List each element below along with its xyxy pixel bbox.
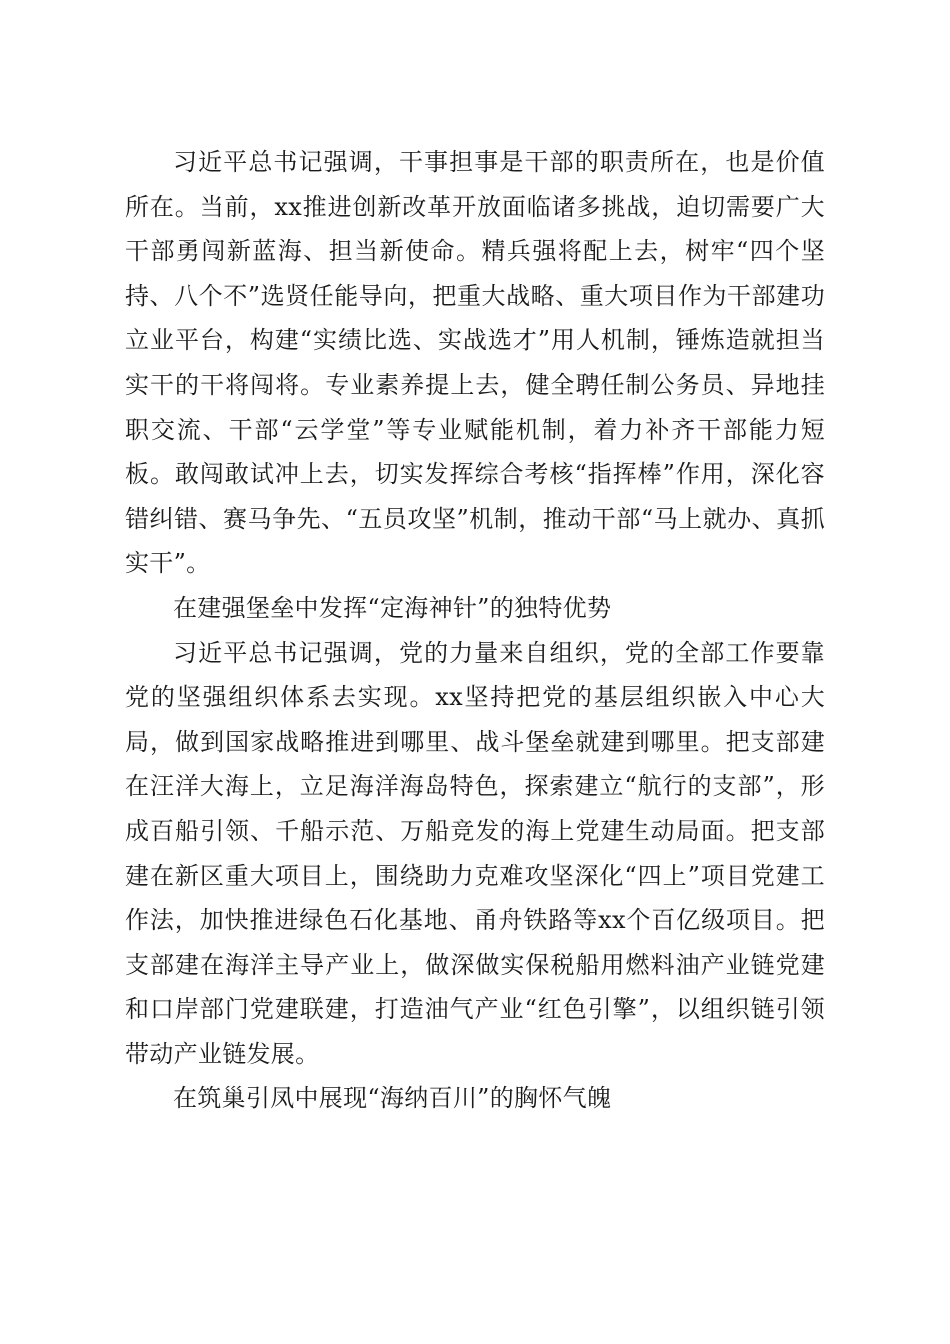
section-heading-fortress: 在建强堡垒中发挥“定海神针”的独特优势 [173, 593, 612, 622]
document-body [125, 140, 825, 1121]
paragraph-party-organization: 习近平总书记强调，党的力量来自组织，党的全部工作要靠党的坚强组织体系去实现。xx坚持把党的基层组织嵌入中心大局，做到国家战略推进到哪里、战斗堡垒就建到哪里。把支部建在汪洋大海上，立足海洋海岛特色，探索建立“航行的支部”，形成百船引领、千船示范、万船竞发的海上党建生动局面。把支部建在新区重大项目上，围绕助力克难攻坚深化“四上”项目党建工作法，加快推进绿色石化基地、甬舟铁路等xx个百亿级项目。把支部建在海洋主导产业上，做深做实保税船用燃料油产业链党建和口岸部门党建联建，打造油气产业“红色引擎”，以组织链引领带动产业链发展。 [125, 638, 825, 1068]
section-heading-talent: 在筑巢引凤中展现“海纳百川”的胸怀气魄 [173, 1084, 612, 1113]
paragraph-cadre-responsibility: 习近平总书记强调，干事担事是干部的职责所在，也是价值所在。当前，xx推进创新改革开放面临诸多挑战，迫切需要广大干部勇闯新蓝海、担当新使命。精兵强将配上去，树牢“四个坚持、八个不”选贤任能导向，把重大战略、重大项目作为干部建功立业平台，构建“实绩比选、实战选才”用人机制，锤炼造就担当实干的干将闯将。专业素养提上去，健全聘任制公务员、异地挂职交流、干部“云学堂”等专业赋能机制，着力补齐干部能力短板。敢闯敢试冲上去，切实发挥综合考核“指挥棒”作用，深化容错纠错、赛马争先、“五员攻坚”机制，推动干部“马上就办、真抓实干”。 [125, 148, 825, 578]
